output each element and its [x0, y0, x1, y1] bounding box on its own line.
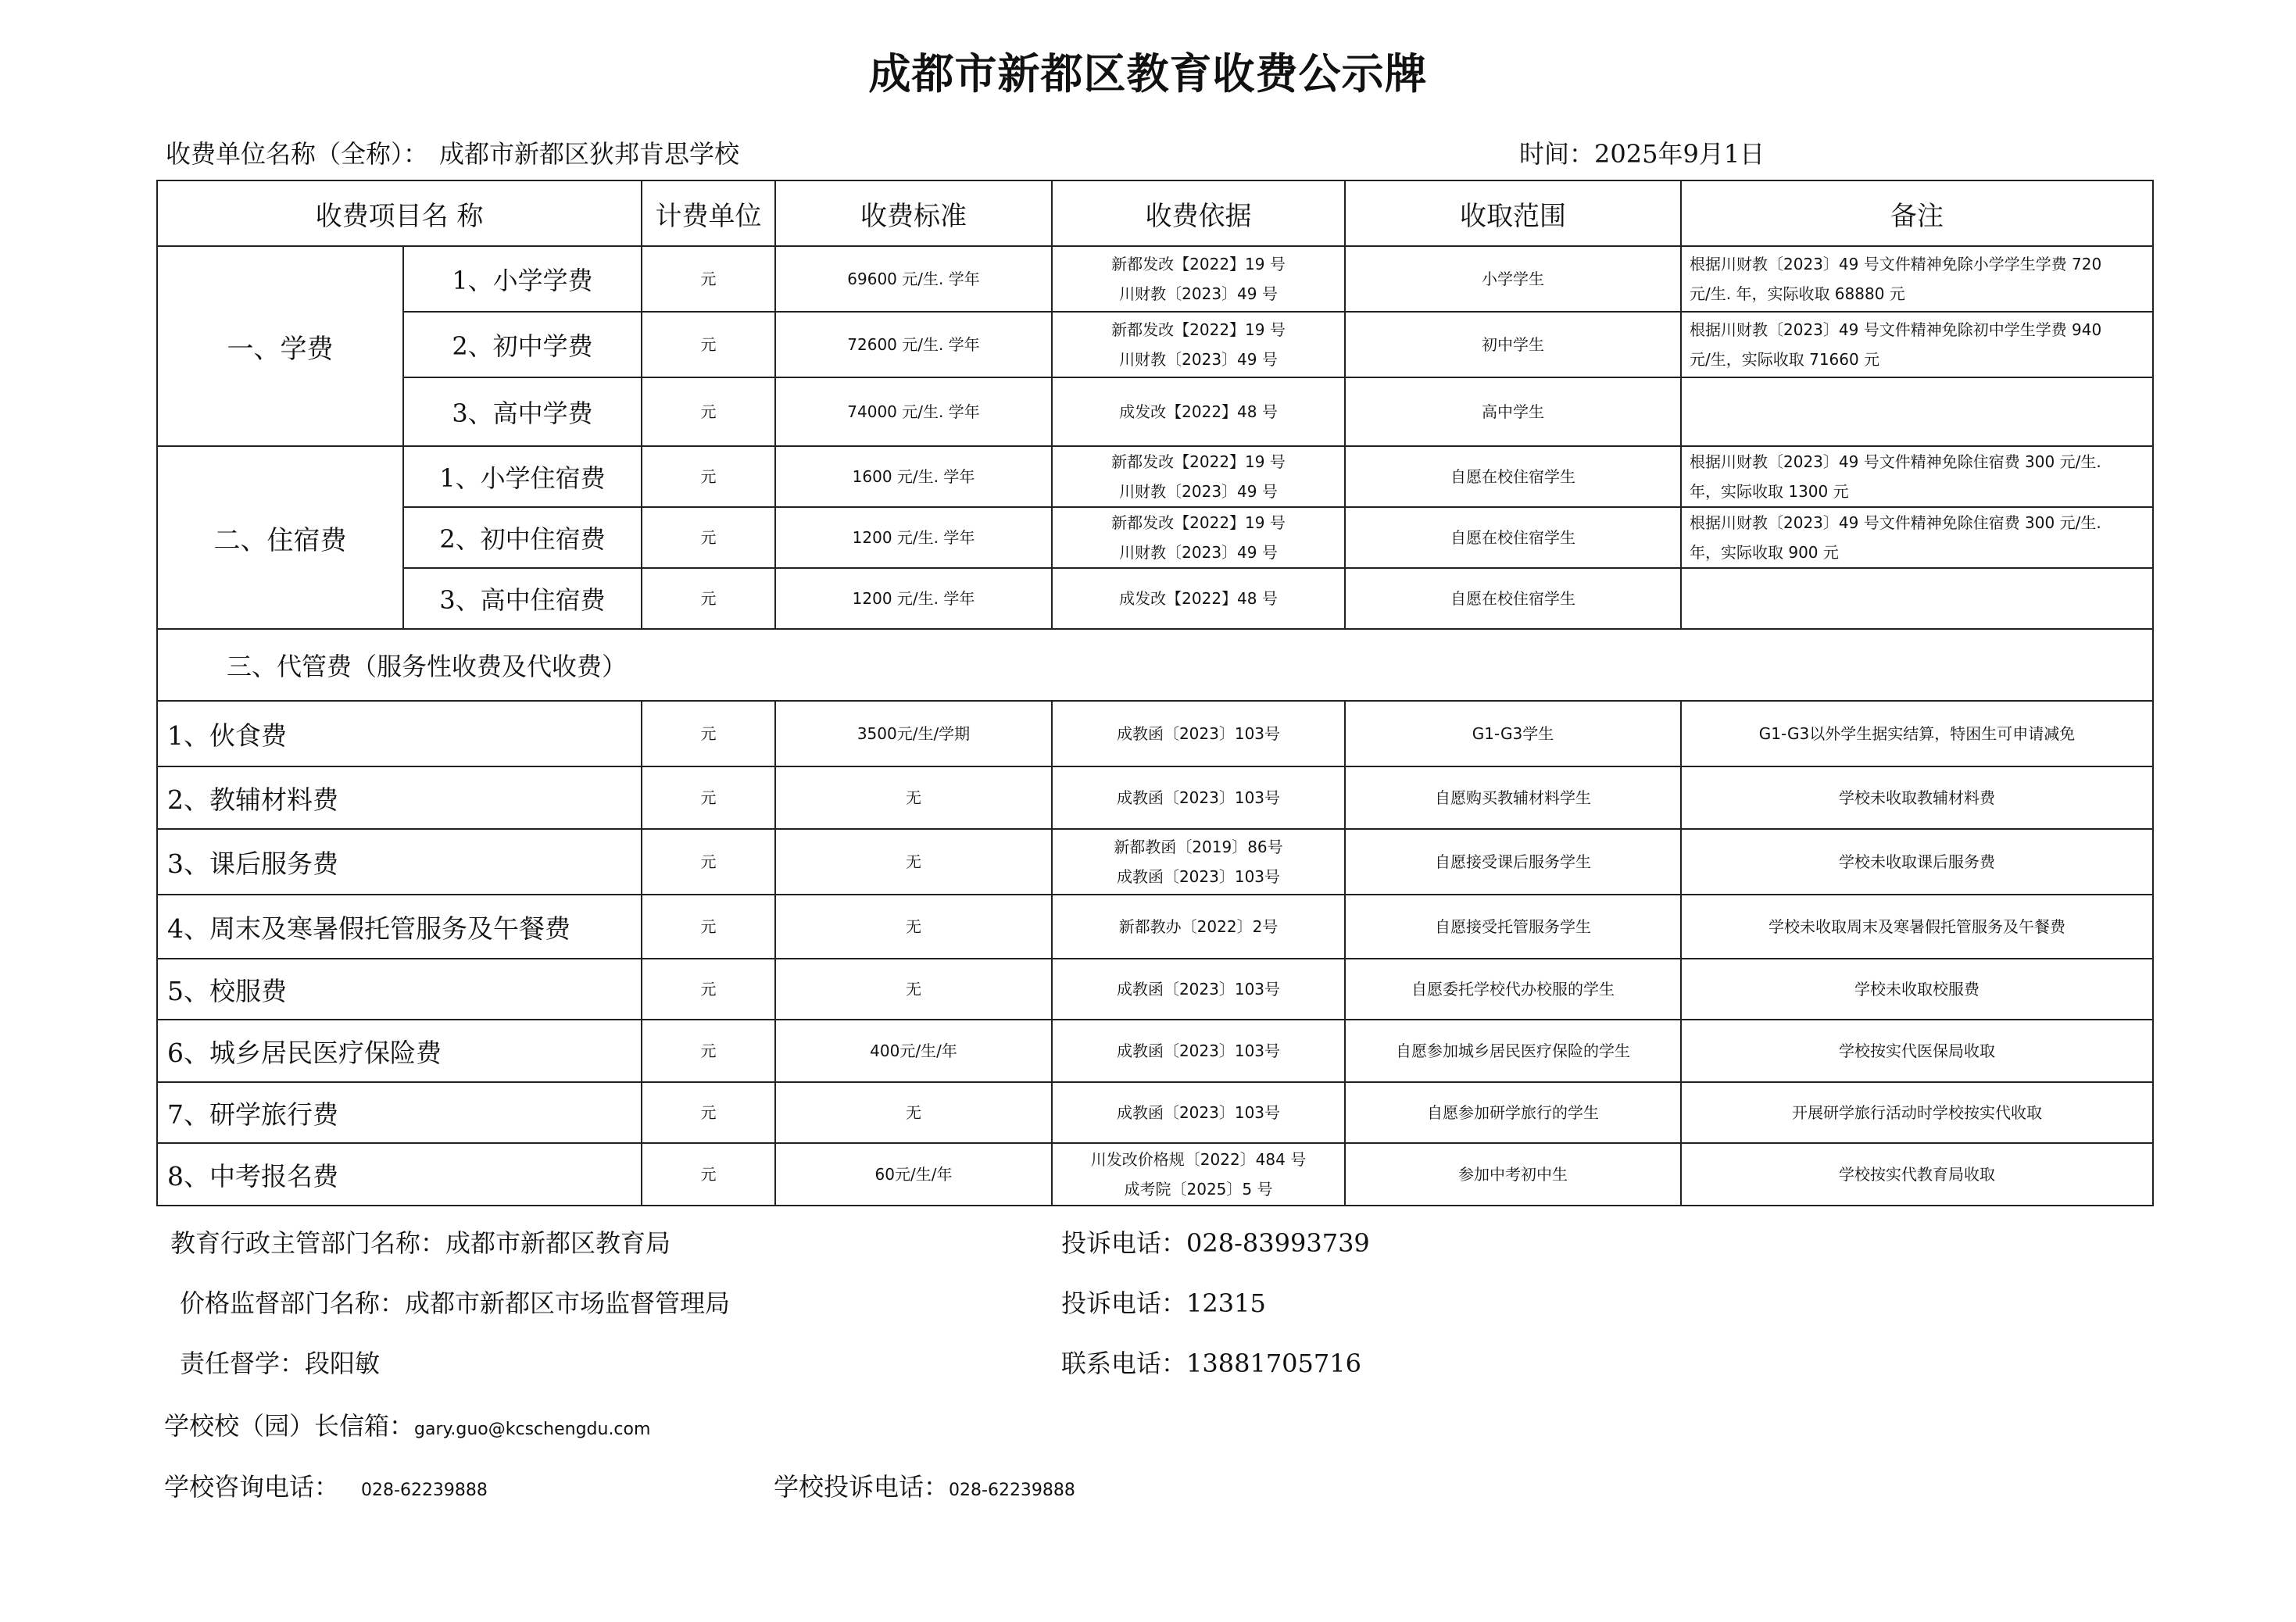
fee-remark-line: 元/生，实际收取 71660 元: [1690, 350, 1880, 369]
service-basis-line: 成教函〔2023〕103号: [1116, 1041, 1281, 1060]
service-item-name: 1、伙食费: [157, 701, 642, 766]
fee-scope: 自愿在校住宿学生: [1345, 507, 1681, 568]
unit-info: [166, 134, 739, 170]
fee-scope: 高中学生: [1345, 377, 1681, 446]
category-dorm: 二、住宿费: [157, 446, 403, 629]
contact-line: [1061, 1344, 1361, 1380]
fee-scope: 初中学生: [1345, 312, 1681, 377]
fee-unit: 元: [642, 568, 775, 629]
service-scope: 自愿购买教辅材料学生: [1345, 766, 1681, 829]
school-complaint-phone: 028-62239888: [949, 1481, 1075, 1500]
table-row: [157, 766, 2153, 829]
service-basis-line: 成教函〔2023〕103号: [1116, 788, 1281, 807]
fee-scope: 自愿在校住宿学生: [1345, 446, 1681, 507]
unit-label: 收费单位名称（全称）：: [166, 139, 429, 169]
fee-basis-line: 川财教〔2023〕49 号: [1119, 284, 1278, 303]
price-dept: [180, 1284, 730, 1320]
service-scope: 参加中考初中生: [1345, 1143, 1681, 1206]
fee-remark-line: 根据川财教〔2023〕49 号文件精神免除住宿费 300 元/生.: [1690, 513, 2101, 532]
fee-unit: 元: [642, 446, 775, 507]
service-basis: [1052, 1143, 1345, 1206]
fee-standard: 1200 元/生. 学年: [775, 507, 1052, 568]
fee-item-name: 3、高中学费: [403, 377, 642, 446]
service-unit: 元: [642, 1143, 775, 1206]
header-standard: 收费标准: [775, 180, 1052, 246]
service-scope: 自愿参加城乡居民医疗保险的学生: [1345, 1020, 1681, 1082]
service-remark: G1-G3以外学生据实结算，特困生可申请减免: [1681, 701, 2153, 766]
consult-line: [164, 1467, 488, 1503]
fee-basis-line: 川财教〔2023〕49 号: [1119, 543, 1278, 562]
fee-remark: [1681, 446, 2153, 507]
date-label: 时间：: [1519, 139, 1595, 169]
service-standard: 60元/生/年: [775, 1143, 1052, 1206]
date-value: 2025年9月1日: [1594, 139, 1765, 169]
service-scope: 自愿委托学校代办校服的学生: [1345, 959, 1681, 1020]
fee-standard: 1200 元/生. 学年: [775, 568, 1052, 629]
service-scope: 自愿接受课后服务学生: [1345, 829, 1681, 895]
fee-standard: 1600 元/生. 学年: [775, 446, 1052, 507]
mailbox-address: gary.guo@kcschengdu.com: [414, 1420, 651, 1439]
edu-dept: [170, 1224, 671, 1259]
service-remark: 学校未收取周末及寒暑假托管服务及午餐费: [1681, 895, 2153, 959]
supervisor-name: 段阳敏: [305, 1349, 381, 1378]
complaint-label-2: 投诉电话：: [1061, 1288, 1187, 1318]
category-tuition: 一、学费: [157, 246, 403, 446]
table-row: [157, 568, 2153, 629]
fee-basis: [1052, 446, 1345, 507]
fee-basis-line: 新都发改【2022】19 号: [1111, 452, 1286, 471]
service-standard: 无: [775, 829, 1052, 895]
service-item-name: 8、中考报名费: [157, 1143, 642, 1206]
fee-basis-line: 成发改【2022】48 号: [1119, 589, 1278, 608]
service-scope: 自愿参加研学旅行的学生: [1345, 1082, 1681, 1143]
fee-remark-line: 根据川财教〔2023〕49 号文件精神免除住宿费 300 元/生.: [1690, 452, 2101, 471]
contact-phone: 13881705716: [1186, 1349, 1361, 1378]
table-row: [157, 312, 2153, 377]
school-complaint-line: [774, 1467, 1075, 1503]
mailbox-label: 学校校（园）长信箱：: [164, 1411, 415, 1441]
page-title: 成都市新都区教育收费公示牌: [868, 49, 1428, 98]
fee-remark-line: 根据川财教〔2023〕49 号文件精神免除初中学生学费 940: [1690, 320, 2102, 339]
fee-basis-line: 新都发改【2022】19 号: [1111, 320, 1286, 339]
fee-unit: 元: [642, 246, 775, 312]
service-item-name: 6、城乡居民医疗保险费: [157, 1020, 642, 1082]
fee-basis-line: 川财教〔2023〕49 号: [1119, 482, 1278, 501]
service-basis: [1052, 895, 1345, 959]
price-dept-name: 成都市新都区市场监督管理局: [405, 1288, 731, 1318]
table-row: [157, 446, 2153, 507]
service-item-name: 3、课后服务费: [157, 829, 642, 895]
supervisor-label: 责任督学：: [180, 1349, 306, 1378]
service-unit: 元: [642, 701, 775, 766]
fee-remark: [1681, 568, 2153, 629]
service-standard: 无: [775, 1082, 1052, 1143]
service-basis-line: 成教函〔2023〕103号: [1116, 980, 1281, 999]
fee-remark: [1681, 246, 2153, 312]
fee-basis-line: 川财教〔2023〕49 号: [1119, 350, 1278, 369]
service-standard: 无: [775, 959, 1052, 1020]
service-basis-line: 成考院〔2025〕5 号: [1124, 1180, 1273, 1199]
contact-label: 联系电话：: [1061, 1349, 1187, 1378]
table-row: [157, 1143, 2153, 1206]
service-basis-line: 新都教办〔2022〕2号: [1118, 917, 1279, 936]
fee-remark: [1681, 507, 2153, 568]
service-standard: 400元/生/年: [775, 1020, 1052, 1082]
service-standard: 无: [775, 895, 1052, 959]
date-info: [1519, 134, 1765, 170]
fee-unit: 元: [642, 377, 775, 446]
complaint-line-1: [1061, 1224, 1370, 1259]
service-basis: [1052, 959, 1345, 1020]
fee-unit: 元: [642, 507, 775, 568]
fee-remark-line: 年，实际收取 1300 元: [1690, 482, 1849, 501]
service-basis: [1052, 701, 1345, 766]
table-header-row: [157, 180, 2153, 246]
table-row: [157, 377, 2153, 446]
service-basis: [1052, 1082, 1345, 1143]
complaint-line-2: [1061, 1284, 1266, 1320]
table-row: [157, 507, 2153, 568]
service-basis-line: 川发改价格规〔2022〕484 号: [1090, 1150, 1307, 1169]
header-unit: 计费单位: [642, 180, 775, 246]
service-basis-line: 成教函〔2023〕103号: [1116, 867, 1281, 886]
service-basis: [1052, 766, 1345, 829]
fee-item-name: 2、初中住宿费: [403, 507, 642, 568]
service-basis: [1052, 1020, 1345, 1082]
fee-remark-line: 元/生. 年，实际收取 68880 元: [1690, 284, 1905, 303]
unit-name: 成都市新都区狄邦肯思学校: [439, 139, 740, 169]
fee-item-name: 1、小学住宿费: [403, 446, 642, 507]
fee-standard: 74000 元/生. 学年: [775, 377, 1052, 446]
service-remark: 学校按实代教育局收取: [1681, 1143, 2153, 1206]
service-remark: 开展研学旅行活动时学校按实代收取: [1681, 1082, 2153, 1143]
fee-unit: 元: [642, 312, 775, 377]
service-unit: 元: [642, 1082, 775, 1143]
service-basis-line: 新都教函〔2019〕86号: [1114, 838, 1283, 856]
fee-item-name: 3、高中住宿费: [403, 568, 642, 629]
fee-remark: [1681, 312, 2153, 377]
table-row: [157, 246, 2153, 312]
fee-basis: [1052, 312, 1345, 377]
service-standard: 无: [775, 766, 1052, 829]
edu-dept-name: 成都市新都区教育局: [445, 1228, 671, 1258]
fee-basis: [1052, 507, 1345, 568]
fee-remark-line: 根据川财教〔2023〕49 号文件精神免除小学学生学费 720: [1690, 255, 2102, 273]
header-basis: 收费依据: [1052, 180, 1345, 246]
fee-remark: [1681, 377, 2153, 446]
fee-item-name: 2、初中学费: [403, 312, 642, 377]
fee-remark-line: 年，实际收取 900 元: [1690, 543, 1839, 562]
consult-phone: 028-62239888: [361, 1481, 488, 1500]
service-unit: 元: [642, 829, 775, 895]
complaint-phone-1: 028-83993739: [1186, 1228, 1370, 1258]
service-basis-line: 成教函〔2023〕103号: [1116, 1103, 1281, 1122]
header-scope: 收取范围: [1345, 180, 1681, 246]
fee-basis: [1052, 246, 1345, 312]
fee-standard: 69600 元/生. 学年: [775, 246, 1052, 312]
header-remark: 备注: [1681, 180, 2153, 246]
section-heading-services: 三、代管费（服务性收费及代收费）: [157, 629, 2153, 701]
section-row: [157, 629, 2153, 701]
header-item: 收费项目名 称: [157, 180, 642, 246]
service-remark: 学校未收取教辅材料费: [1681, 766, 2153, 829]
fee-scope: 自愿在校住宿学生: [1345, 568, 1681, 629]
supervisor: [180, 1344, 380, 1380]
price-dept-label: 价格监督部门名称：: [180, 1288, 406, 1318]
fee-basis: [1052, 568, 1345, 629]
complaint-label-1: 投诉电话：: [1061, 1228, 1187, 1258]
service-remark: 学校未收取课后服务费: [1681, 829, 2153, 895]
complaint-phone-2: 12315: [1186, 1288, 1266, 1318]
fee-basis-line: 成发改【2022】48 号: [1119, 402, 1278, 421]
service-scope: G1-G3学生: [1345, 701, 1681, 766]
service-basis-line: 成教函〔2023〕103号: [1116, 724, 1281, 743]
table-row: [157, 1082, 2153, 1143]
table-row: [157, 959, 2153, 1020]
service-item-name: 2、教辅材料费: [157, 766, 642, 829]
fee-basis-line: 新都发改【2022】19 号: [1111, 513, 1286, 532]
fee-standard: 72600 元/生. 学年: [775, 312, 1052, 377]
service-basis: [1052, 829, 1345, 895]
table-row: [157, 1020, 2153, 1082]
table-row: [157, 701, 2153, 766]
fee-scope: 小学学生: [1345, 246, 1681, 312]
edu-dept-label: 教育行政主管部门名称：: [170, 1228, 446, 1258]
service-standard: 3500元/生/学期: [775, 701, 1052, 766]
service-remark: 学校按实代医保局收取: [1681, 1020, 2153, 1082]
service-item-name: 5、校服费: [157, 959, 642, 1020]
service-unit: 元: [642, 959, 775, 1020]
fee-table: [156, 180, 2154, 1206]
fee-basis-line: 新都发改【2022】19 号: [1111, 255, 1286, 273]
service-scope: 自愿接受托管服务学生: [1345, 895, 1681, 959]
service-unit: 元: [642, 1020, 775, 1082]
school-complaint-label: 学校投诉电话：: [774, 1472, 950, 1502]
service-item-name: 7、研学旅行费: [157, 1082, 642, 1143]
fee-item-name: 1、小学学费: [403, 246, 642, 312]
service-item-name: 4、周末及寒暑假托管服务及午餐费: [157, 895, 642, 959]
consult-label: 学校咨询电话：: [164, 1472, 340, 1502]
service-unit: 元: [642, 895, 775, 959]
service-unit: 元: [642, 766, 775, 829]
mailbox: [164, 1406, 650, 1442]
table-row: [157, 829, 2153, 895]
table-row: [157, 895, 2153, 959]
service-remark: 学校未收取校服费: [1681, 959, 2153, 1020]
fee-basis: [1052, 377, 1345, 446]
